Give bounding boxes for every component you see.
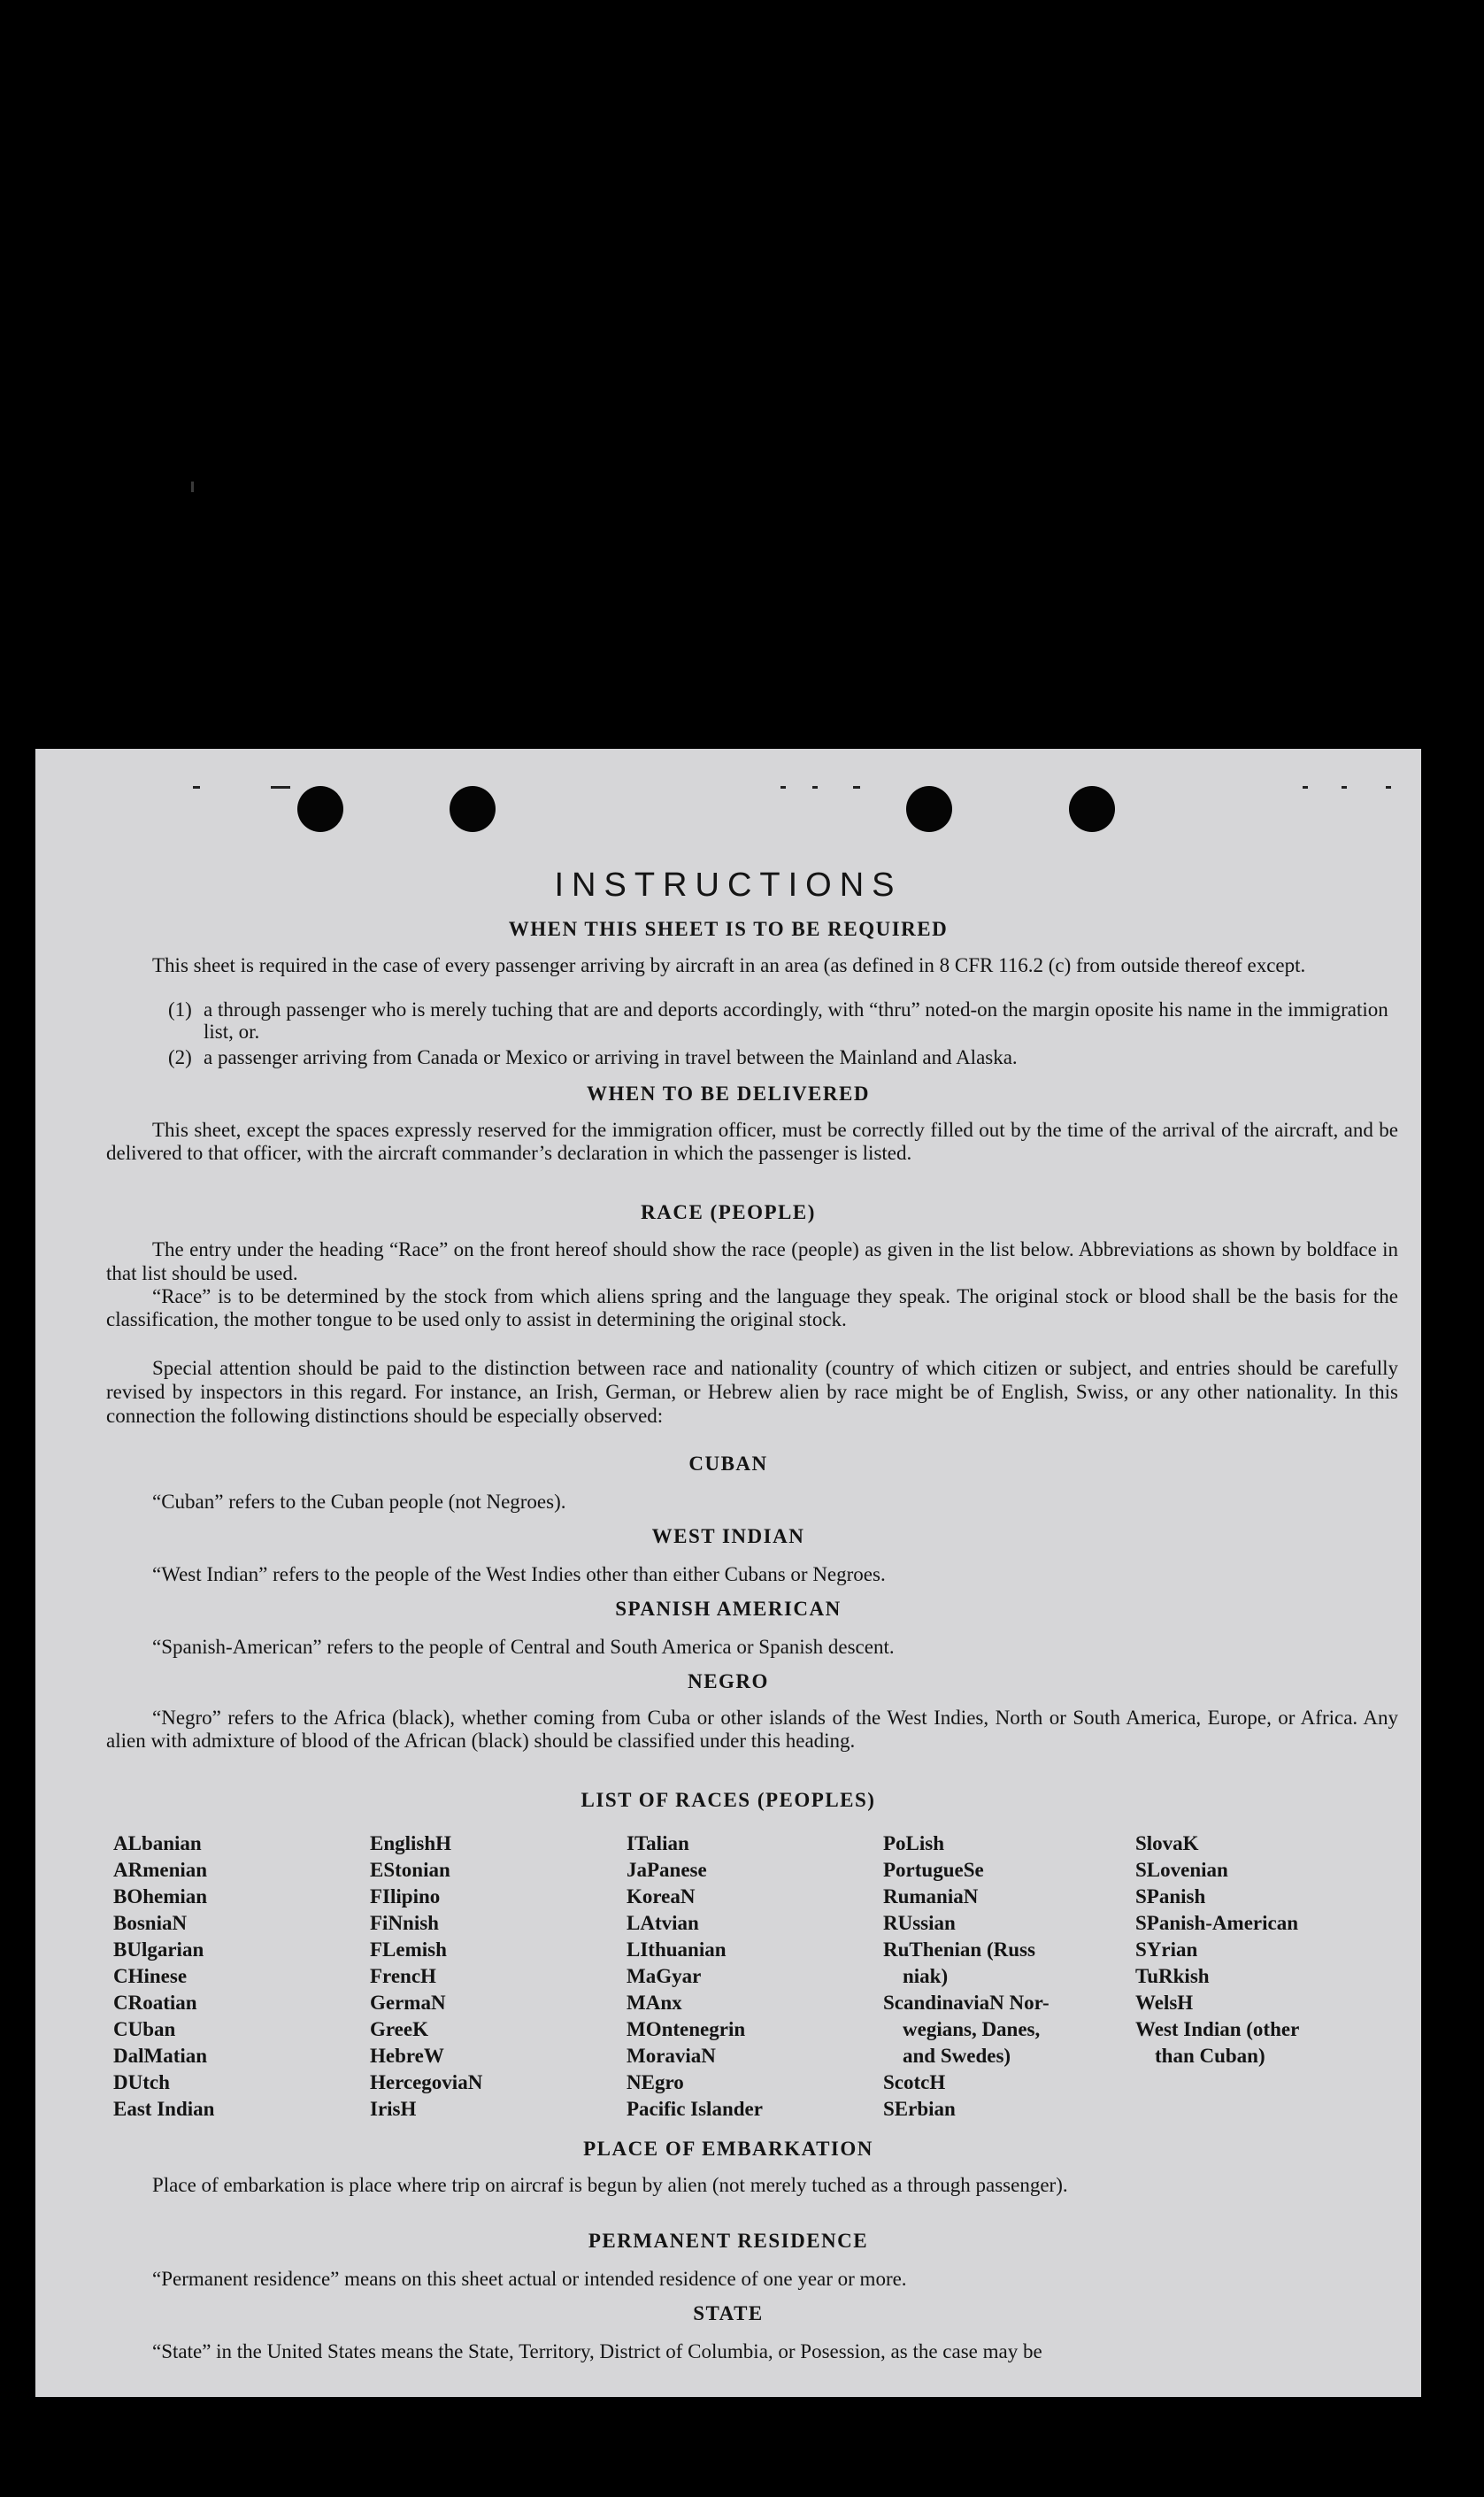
negro-text: “Negro” refers to the Africa (black), whether coming from Cuba or other islands of the West Indies, North or South America, Europe, or Africa. Any alien with admixture of blood of the African (black) should be classified under this heading. xyxy=(106,1707,1398,1752)
race-entry: TuRkish xyxy=(1135,1965,1210,1987)
race-entry: RuThenian (Russ xyxy=(883,1938,1035,1961)
race-paragraph: “Race” is to be determined by the stock from which aliens spring and the language they speak. The original stock or blood shall be the basis for the classification, the mother tongue to be used only to assist in determining the original stock. xyxy=(106,1285,1398,1330)
race-entry: HercegoviaN xyxy=(370,2071,483,2093)
races-column xyxy=(370,1830,482,2123)
heading-spanish-american: SPANISH AMERICAN xyxy=(615,1598,842,1620)
race-entry: niak) xyxy=(903,1965,949,1987)
when-required-intro: This sheet is required in the case of every passenger arriving by aircraft in an area (as defined in 8 CFR 116.2 (c) from outside thereof except. xyxy=(152,954,1306,976)
race-entry: NEgro xyxy=(627,2071,684,2093)
west-indian-text: “West Indian” refers to the people of the West Indies other than either Cubans or Negroes. xyxy=(152,1563,886,1585)
race-entry: KoreaN xyxy=(627,1885,696,1907)
race-entry: RUssian xyxy=(883,1912,956,1934)
heading-west-indian: WEST INDIAN xyxy=(651,1525,805,1547)
race-entry: EStonian xyxy=(370,1859,450,1881)
heading-embarkation: PLACE OF EMBARKATION xyxy=(583,2138,873,2160)
race-entry: WelsH xyxy=(1135,1992,1194,2014)
item-text: a through passenger who is merely tuching that are and deports accordingly, with “thru” noted-on the margin oposite his name in the immigration list, or. xyxy=(204,998,1388,1043)
race-entry: MaGyar xyxy=(627,1965,702,1987)
heading-when-delivered: WHEN TO BE DELIVERED xyxy=(587,1083,870,1105)
race-entry: East Indian xyxy=(113,2098,215,2120)
speck xyxy=(271,786,290,789)
scan-mark xyxy=(191,482,194,492)
heading-list-of-races: LIST OF RACES (PEOPLES) xyxy=(581,1789,876,1811)
speck xyxy=(1386,786,1391,789)
race-entry: and Swedes) xyxy=(903,2045,1011,2067)
race-entry: CUban xyxy=(113,2018,176,2040)
race-entry: LAtvian xyxy=(627,1912,699,1934)
cuban-text: “Cuban” refers to the Cuban people (not Negroes). xyxy=(152,1491,566,1513)
race-entry: MOntenegrin xyxy=(627,2018,746,2040)
race-entry: BosniaN xyxy=(113,1912,188,1934)
race-entry: EnglishH xyxy=(370,1832,452,1854)
heading-cuban: CUBAN xyxy=(688,1453,768,1475)
race-entry: BUlgarian xyxy=(113,1938,204,1961)
race-entry: PortugueSe xyxy=(883,1859,984,1881)
race-entry: FiNnish xyxy=(370,1912,439,1934)
race-entry: CRoatian xyxy=(113,1992,197,2014)
punch-hole xyxy=(297,786,343,832)
speck xyxy=(1342,786,1347,789)
speck xyxy=(1303,786,1308,789)
exception-item xyxy=(168,1046,1398,1068)
instruction-sheet xyxy=(35,749,1421,2397)
race-entry: DUtch xyxy=(113,2071,170,2093)
embarkation-text: Place of embarkation is place where trip on aircraf is begun by alien (not merely tuched as a through passenger). xyxy=(152,2174,1068,2196)
heading-state: STATE xyxy=(693,2302,764,2324)
race-entry: GermaN xyxy=(370,1992,446,2014)
race-entry: wegians, Danes, xyxy=(903,2018,1041,2040)
race-entry: GreeK xyxy=(370,2018,428,2040)
punch-hole xyxy=(1069,786,1115,832)
race-entry: SYrian xyxy=(1135,1938,1198,1961)
race-entry: DalMatian xyxy=(113,2045,208,2067)
races-list xyxy=(113,1830,1388,2131)
race-entry: SPanish-American xyxy=(1135,1912,1298,1934)
race-entry: IrisH xyxy=(370,2098,417,2120)
race-entry: MoraviaN xyxy=(627,2045,716,2067)
race-entry: MAnx xyxy=(627,1992,682,2014)
race-entry: JaPanese xyxy=(627,1859,707,1881)
item-text: a passenger arriving from Canada or Mexico or arriving in travel between the Mainland and Alaska. xyxy=(204,1046,1018,1068)
race-entry: HebreW xyxy=(370,2045,444,2067)
item-number: (2) xyxy=(168,1046,192,1068)
race-entry: ITalian xyxy=(627,1832,689,1854)
item-number: (1) xyxy=(168,998,192,1021)
race-entry: than Cuban) xyxy=(1155,2045,1265,2067)
race-entry: RumaniaN xyxy=(883,1885,979,1907)
races-column xyxy=(113,1830,214,2123)
race-entry: PoLish xyxy=(883,1832,945,1854)
race-entry: SlovaK xyxy=(1135,1832,1199,1854)
when-delivered-text: This sheet, except the spaces expressly reserved for the immigration officer, must be correctly filled out by the time of the arrival of the aircraft, and be delivered to that officer, with the aircraft commander’s declaration in which the passenger is listed. xyxy=(106,1119,1398,1164)
race-entry: ALbanian xyxy=(113,1832,202,1854)
speck xyxy=(193,786,200,789)
race-entry: LIthuanian xyxy=(627,1938,727,1961)
race-entry: ARmenian xyxy=(113,1859,208,1881)
race-entry: West Indian (other xyxy=(1135,2018,1300,2040)
race-entry: FIlipino xyxy=(370,1885,441,1907)
race-entry: Pacific Islander xyxy=(627,2098,763,2120)
heading-negro: NEGRO xyxy=(688,1670,769,1692)
race-entry: SLovenian xyxy=(1135,1859,1228,1881)
state-text: “State” in the United States means the State, Territory, District of Columbia, or Posession, as the case may be xyxy=(152,2340,1042,2362)
races-column xyxy=(883,1830,1050,2123)
punch-hole xyxy=(906,786,952,832)
race-paragraph: The entry under the heading “Race” on the front hereof should show the race (people) as given in the list below. Abbreviations as shown by boldface in that list should be used. xyxy=(106,1238,1398,1284)
heading-residence: PERMANENT RESIDENCE xyxy=(588,2230,869,2252)
race-entry: BOhemian xyxy=(113,1885,208,1907)
exception-item xyxy=(168,998,1398,1043)
race-entry: FLemish xyxy=(370,1938,447,1961)
race-entry: CHinese xyxy=(113,1965,188,1987)
race-entry: FrencH xyxy=(370,1965,436,1987)
speck xyxy=(853,786,860,789)
page-title: INSTRUCTIONS xyxy=(554,867,903,904)
spanish-american-text: “Spanish-American” refers to the people of Central and South America or Spanish descent. xyxy=(152,1636,895,1658)
heading-race: RACE (PEOPLE) xyxy=(641,1201,816,1223)
heading-when-required: WHEN THIS SHEET IS TO BE REQUIRED xyxy=(508,918,949,940)
speck xyxy=(812,786,818,789)
races-column xyxy=(627,1830,763,2123)
residence-text: “Permanent residence” means on this sheet actual or intended residence of one year or more. xyxy=(152,2268,907,2290)
race-entry: SPanish xyxy=(1135,1885,1206,1907)
race-entry: ScandinaviaN Nor- xyxy=(883,1992,1050,2014)
race-entry: SErbian xyxy=(883,2098,956,2120)
punch-hole xyxy=(450,786,496,832)
race-paragraph: Special attention should be paid to the distinction between race and nationality (country of which citizen or subject, and entries should be carefully revised by inspectors in this regard. For instance, an Irish, German, or Hebrew alien by race might be of English, Swiss, or any other nationality. In this connection the following distinctions should be especially observed: xyxy=(106,1357,1398,1427)
races-column xyxy=(1135,1830,1299,2069)
speck xyxy=(780,786,786,789)
race-entry: ScotcH xyxy=(883,2071,946,2093)
